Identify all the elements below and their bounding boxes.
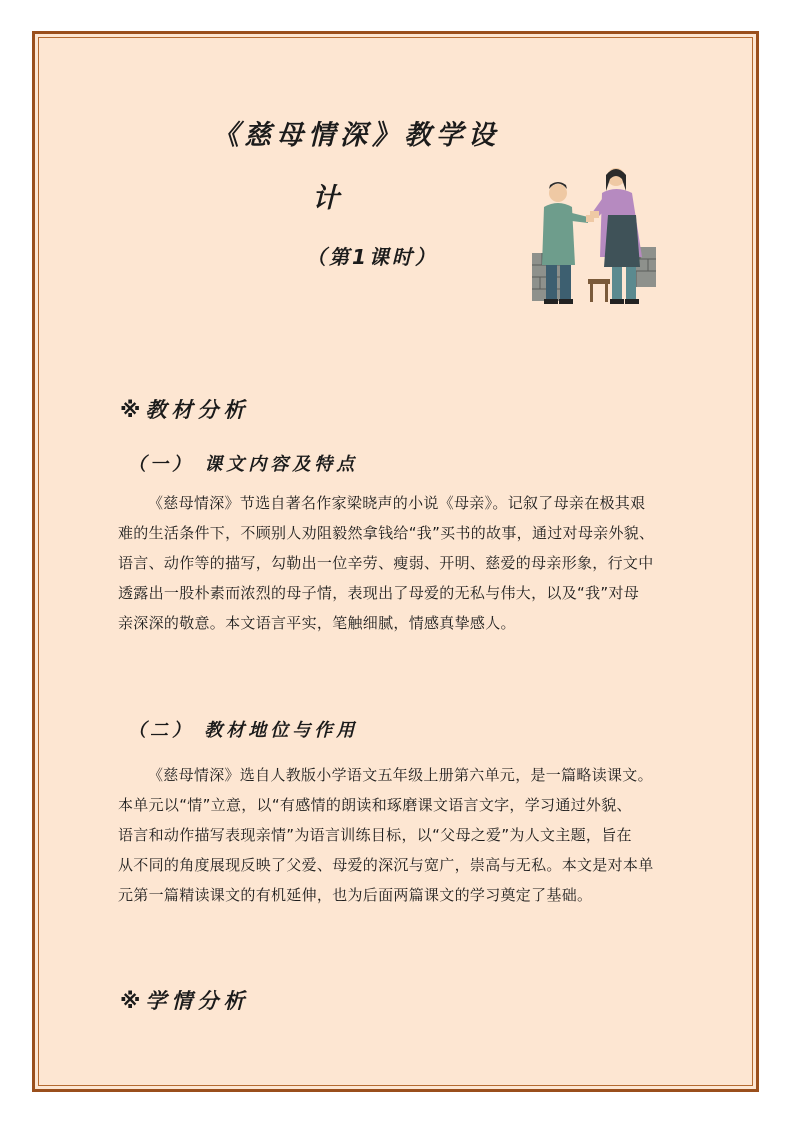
section-heading-learning-analysis: ※学情分析 [120, 989, 250, 1013]
wooden-bench [588, 279, 610, 302]
paragraph-line: 本单元以“情”立意，以“有感情的朗读和琢磨课文语言文字，学习通过外貌、 [118, 796, 632, 814]
paragraph-line: 语言、动作等的描写，勾勒出一位辛劳、瘦弱、开明、慈爱的母亲形象，行文中 [118, 554, 654, 572]
subsection-heading-content: （一） 课文内容及特点 [128, 454, 359, 475]
paragraph-line: 元第一篇精读课文的有机延伸，也为后面两篇课文的学习奠定了基础。 [118, 886, 593, 904]
paragraph-line: 语言和动作描写表现亲情”为语言训练目标，以“父母之爱”为人文主题，旨在 [118, 826, 632, 844]
document-title-line2: 计 [312, 183, 339, 214]
mother-and-son-illustration [530, 155, 660, 310]
document-title-line1: 《慈母情深》教学设 [212, 120, 500, 151]
paragraph-line: 《慈母情深》选自人教版小学语文五年级上册第六单元，是一篇略读课文。 [148, 766, 653, 784]
paragraph-line: 难的生活条件下，不顾别人劝阻毅然拿钱给“我”买书的故事，通过对母亲外貌、 [118, 524, 655, 542]
paragraph-status-role [118, 760, 690, 910]
document-subtitle: （第1课时） [306, 245, 438, 269]
section-heading-textbook-analysis: ※教材分析 [120, 398, 250, 422]
paragraph-line: 从不同的角度展现反映了父爱、母爱的深沉与宽广，崇高与无私。本文是对本单 [118, 856, 654, 874]
paragraph-line: 透露出一股朴素而浓烈的母子情，表现出了母爱的无私与伟大，以及“我”对母 [118, 584, 640, 602]
boy-figure [542, 182, 594, 304]
subsection-heading-status-role: （二） 教材地位与作用 [128, 720, 359, 741]
paragraph-line: 《慈母情深》节选自著名作家梁晓声的小说《母亲》。记叙了母亲在极其艰 [148, 494, 646, 512]
paragraph-content-features [118, 488, 690, 638]
paragraph-line: 亲深深的敬意。本文语言平实，笔触细腻，情感真挚感人。 [118, 614, 516, 632]
